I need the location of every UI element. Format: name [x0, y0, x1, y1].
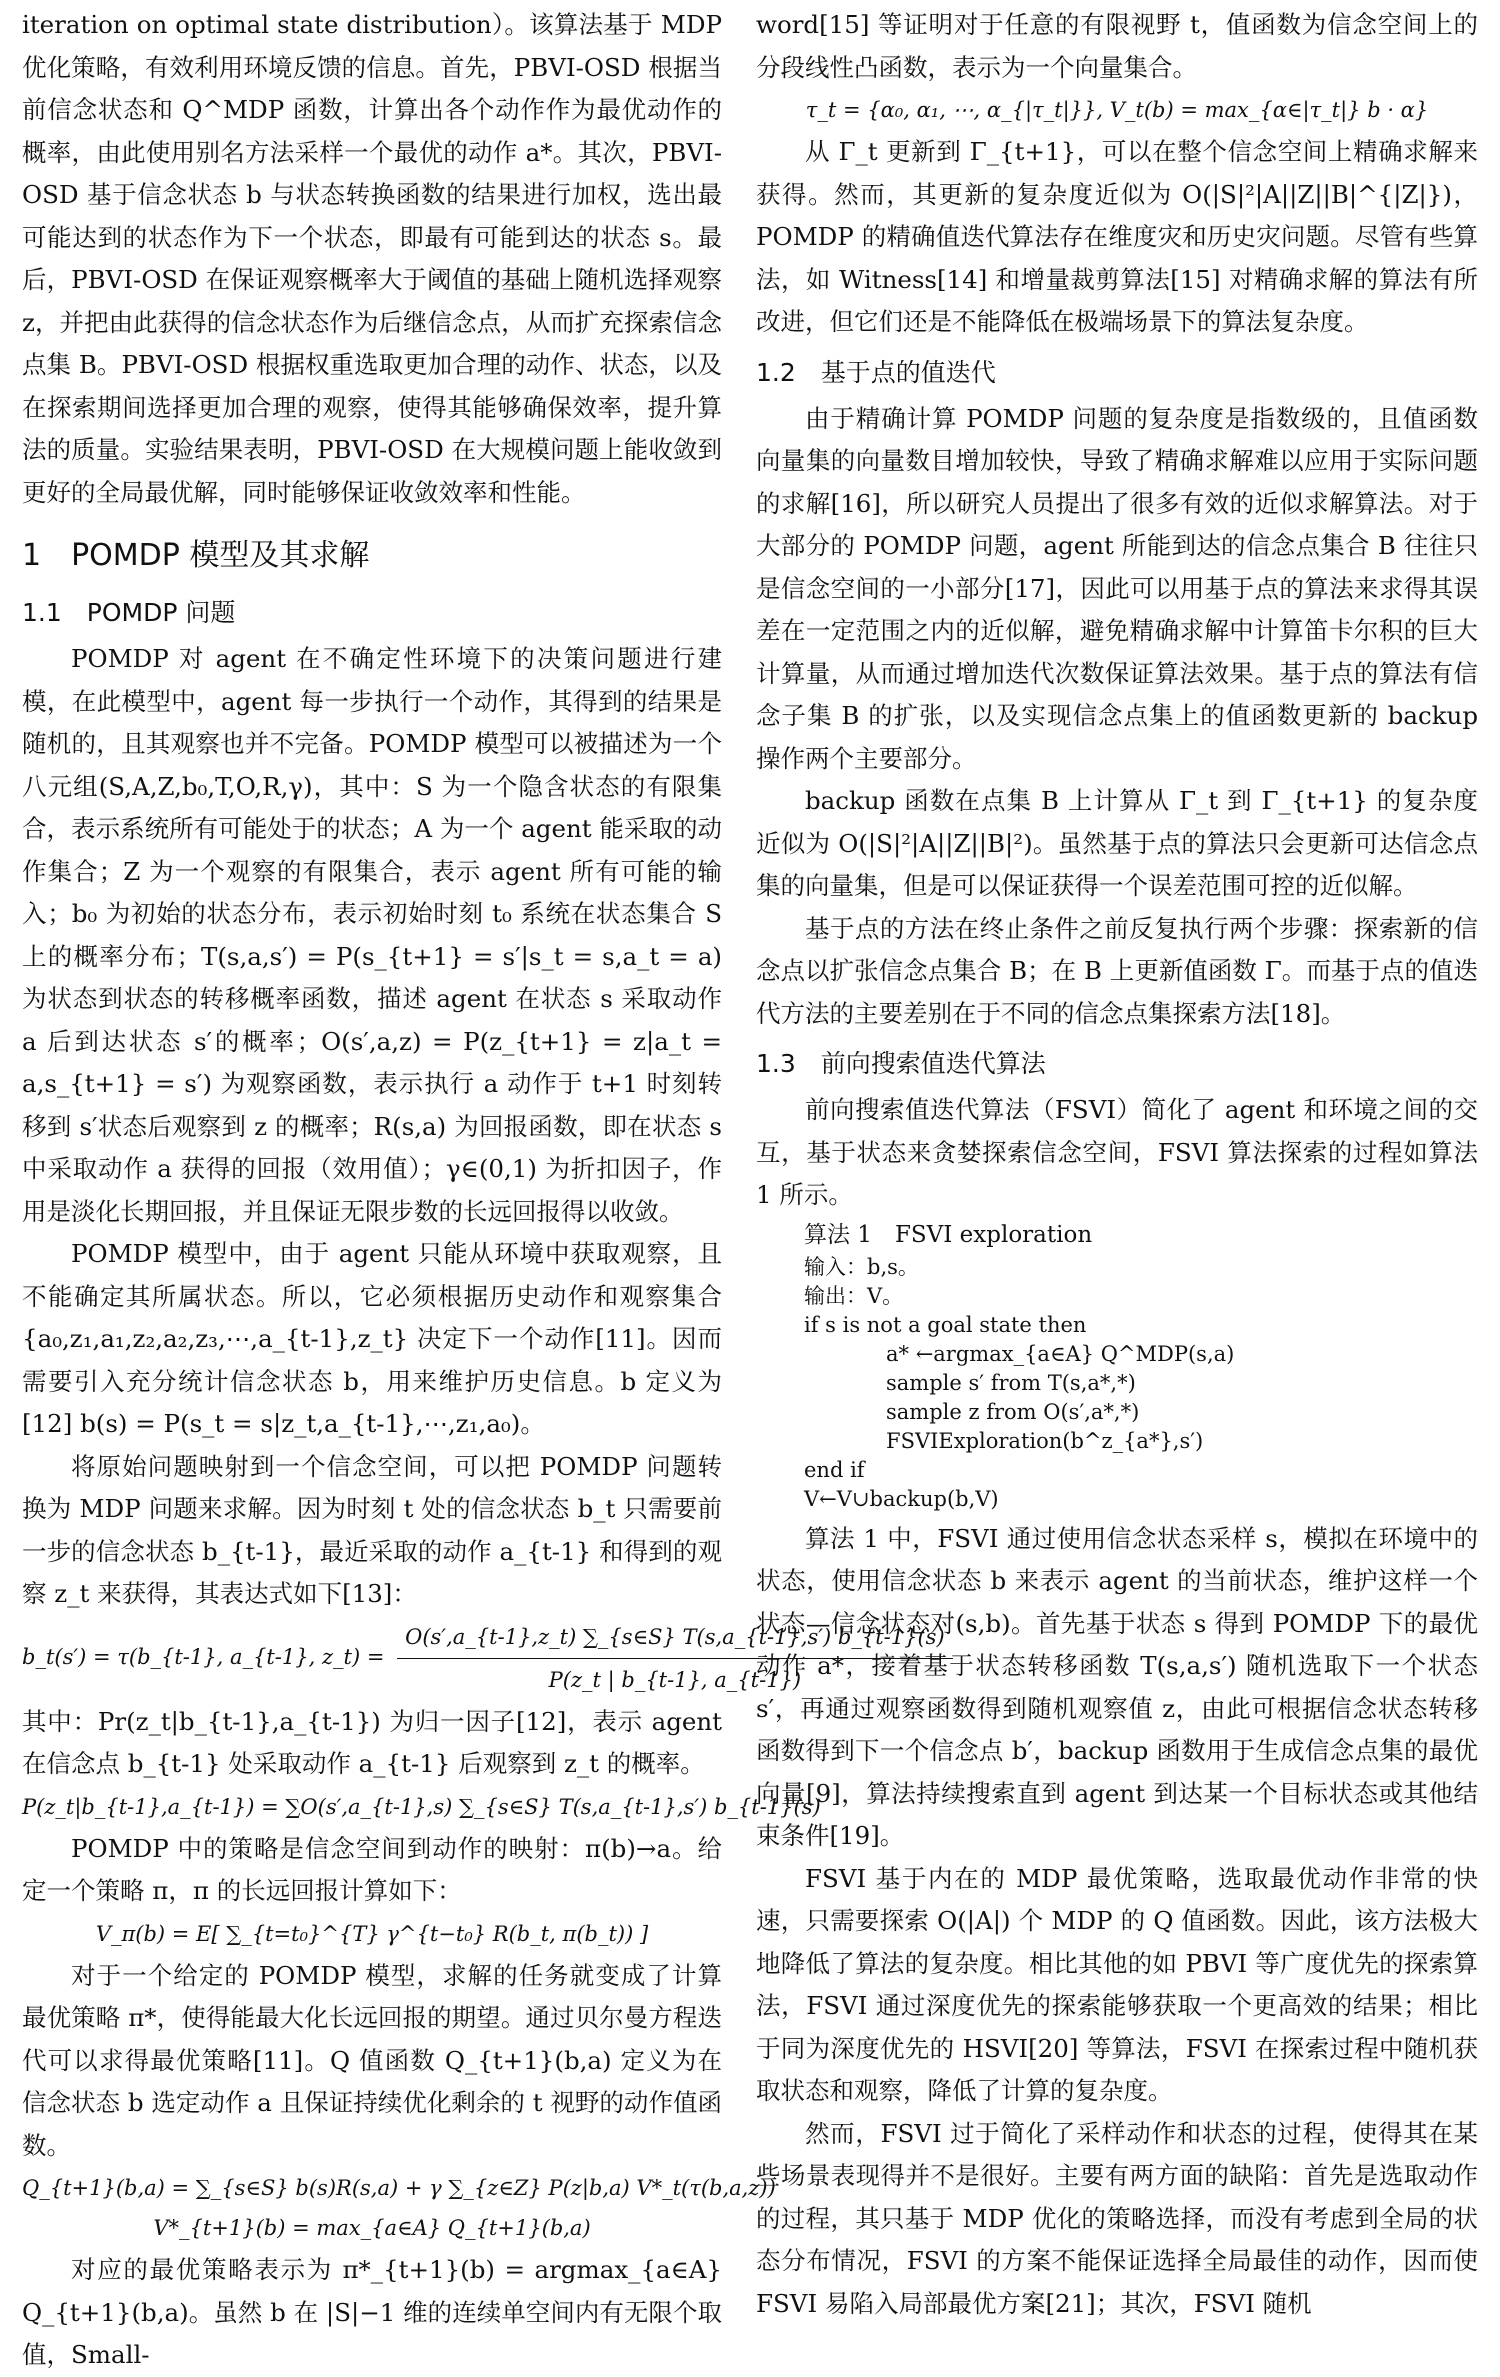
- subsection-heading-1-1: 1.1 POMDP 问题: [22, 598, 236, 627]
- algorithm-if: if s is not a goal state then: [804, 1312, 1087, 1337]
- paragraph-belief-mapping: 将原始问题映射到一个信念空间，可以把 POMDP 问题转换为 MDP 问题来求解。因为时刻 t 处的信念状态 b_t 只需要前一步的信念状态 b_{t-1}，最近采取的动作 a_{t-1} 和得到的观察 z_t 来获得，其表达式如下[13]：: [22, 1451, 722, 1608]
- subsection-heading-1-2: 1.2 基于点的值迭代: [756, 357, 996, 387]
- algorithm-last: V←V∪backup(b,V): [804, 1486, 999, 1511]
- algorithm-fsvi: [756, 1217, 1478, 1514]
- paragraph-policy: POMDP 中的策略是信念空间到动作的映射：π(b)→a。给定一个策略 π，π 的长远回报计算如下：: [22, 1833, 722, 1905]
- algorithm-input: 输入：b,s。: [804, 1254, 919, 1279]
- paragraph-fsvi-explain: 算法 1 中，FSVI 通过使用信念状态采样 s，模拟在环境中的状态，使用信念状态 b 来表示 agent 的当前状态，维护这样一个状态—信念状态对(s,b)。首先基于状态 s 得到 POMDP 下的最优动作 a*，接着基于状态转移函数 T(s,a,s′) 随机选取下一个状态 s′，再通过观察函数得到随机观察值 z，由此可根据信念状态转移函数得到下一个信念点 b′，backup 函数用于生成信念点集的最优向量[9]，算法持续搜索直到 agent 到达某一个目标状态或其他结束条件[19]。: [756, 1523, 1478, 1850]
- algorithm-output: 输出：V。: [804, 1283, 904, 1308]
- formula-belief-update: [22, 1618, 945, 1699]
- paragraph-fsvi-intro: 前向搜索值迭代算法（FSVI）简化了 agent 和环境之间的交互，基于状态来贪婪探索信念空间，FSVI 算法探索的过程如算法 1 所示。: [756, 1095, 1478, 1209]
- paragraph-backup: backup 函数在点集 B 上计算从 Γ_t 到 Γ_{t+1} 的复杂度近似为 O(|S|²|A||Z||B|²)。虽然基于点的算法只会更新可达信念点集的向量集，但是可以保证获得一个误差范围可控的近似解。: [756, 786, 1478, 900]
- formula-numerator: O(s′,a_{t-1},z_t) ∑_{s∈S} T(s,a_{t-1},s′) b_{t-1}(s): [397, 1618, 953, 1659]
- paragraph-pwlc: word[15] 等证明对于任意的有限视野 t，值函数为信念空间上的分段线性凸函数，表示为一个向量集合。: [756, 10, 1478, 82]
- formula-q-value: Q_{t+1}(b,a) = ∑_{s∈S} b(s)R(s,a) + γ ∑_{z∈Z} P(z|b,a) V*_t(τ(b,a,z)): [22, 2176, 776, 2200]
- formula-denominator: P(z_t | b_{t-1}, a_{t-1}): [548, 1667, 802, 1692]
- section-heading-1: 1 POMDP 模型及其求解: [22, 538, 370, 573]
- formula-v-star: V*_{t+1}(b) = max_{a∈A} Q_{t+1}(b,a): [153, 2216, 591, 2240]
- paragraph-normalizer: 其中：Pr(z_t|b_{t-1},a_{t-1}) 为归一因子[12]，表示 agent 在信念点 b_{t-1} 处采取动作 a_{t-1} 后观察到 z_t 的概率。: [22, 1706, 722, 1778]
- algorithm-title: 算法 1 FSVI exploration: [804, 1221, 1093, 1248]
- paragraph-argmax: 对应的最优策略表示为 π*_{t+1}(b) = argmax_{a∈A} Q_{t+1}(b,a)。虽然 b 在 |S|−1 维的连续单空间内有无限个取值，Small-: [22, 2255, 722, 2369]
- paragraph-fsvi-drawbacks: 然而，FSVI 过于简化了采样动作和状态的过程，使得其在某些场景表现得并不是很好。主要有两方面的缺陷：首先是选取动作的过程，其只基于 MDP 优化的策略选择，而没有考虑到全局的状态分布情况，FSVI 的方案不能保证选择全局最佳的动作，因而使 FSVI 易陷入局部最优方案[21]；其次，FSVI 随机: [756, 2118, 1478, 2318]
- paragraph-exact-update: 从 Γ_t 更新到 Γ_{t+1}，可以在整个信念空间上精确求解来获得。然而，其更新的复杂度近似为 O(|S|²|A||Z||B|^{|Z|})，POMDP 的精确值迭代算法存在维度灾和历史灾问题。尽管有些算法，如 Witness[14] 和增量裁剪算法[15] 对精确求解的算法有所改进，但它们还是不能降低在极端场景下的算法复杂度。: [756, 137, 1478, 336]
- formula-normalizer: P(z_t|b_{t-1},a_{t-1}) = ∑O(s′,a_{t-1},s) ∑_{s∈S} T(s,a_{t-1},s′) b_{t-1}(s): [22, 1794, 821, 1819]
- formula-belief-update-lhs: b_t(s′) = τ(b_{t-1}, a_{t-1}, z_t) =: [22, 1644, 385, 1669]
- subsection-heading-1-3: 1.3 前向搜索值迭代算法: [756, 1049, 1046, 1078]
- algorithm-step: FSVIExploration(b^z_{a*},s′): [886, 1428, 1204, 1453]
- right-column: [756, 4, 1478, 2325]
- paragraph-pomdp-def: POMDP 对 agent 在不确定性环境下的决策问题进行建模，在此模型中，agent 每一步执行一个动作，其得到的结果是随机的，且其观察也并不完备。POMDP 模型可以被描述为一个八元组(S,A,Z,b₀,T,O,R,γ)，其中：S 为一个隐含状态的有限集合，表示系统所有可能处于的状态；A 为一个 agent 能采取的动作集合；Z 为一个观察的有限集合，表示 agent 所有可能的输入；b₀ 为初始的状态分布，表示初始时刻 t₀ 系统在状态集合 S 上的概率分布；T(s,a,s′) = P(s_{t+1} = s′|s_t = s,a_t = a) 为状态到状态的转移概率函数，描述 agent 在状态 s 采取动作 a 后到达状态 s′的概率；O(s′,a,z) = P(z_{t+1} = z|a_t = a,s_{t+1} = s′) 为观察函数，表示执行 a 动作于 t+1 时刻转移到 s′状态后观察到 z 的概率；R(s,a) 为回报函数，即在状态 s 中采取动作 a 获得的回报（效用值）；γ∈(0,1) 为折扣因子，作用是淡化长期回报，并且保证无限步数的长远回报得以收敛。: [22, 644, 722, 1226]
- paragraph-two-steps: 基于点的方法在终止条件之前反复执行两个步骤：探索新的信念点以扩张信念点集合 B；在 B 上更新值函数 Γ。而基于点的值迭代方法的主要差别在于不同的信念点集探索方法[18]。: [756, 913, 1478, 1028]
- paragraph-point-based: 由于精确计算 POMDP 问题的复杂度是指数级的，且值函数向量集的向量数目增加较快，导致了精确求解难以应用于实际问题的求解[16]，所以研究人员提出了很多有效的近似求解算法。对于大部分的 POMDP 问题，agent 所能到达的信念点集合 B 往往只是信念空间的一小部分[17]，因此可以用基于点的算法来求得其误差在一定范围之内的近似解，避免精确求解中计算笛卡尔积的巨大计算量，从而通过增加迭代次数保证算法效果。基于点的算法有信念子集 B 的扩张，以及实现信念点集上的值函数更新的 backup 操作两个主要部分。: [756, 403, 1478, 773]
- algorithm-step: sample s′ from T(s,a*,*): [886, 1370, 1136, 1395]
- paragraph-fsvi-advantage: FSVI 基于内在的 MDP 最优策略，选取最优动作非常的快速，只需要探索 O(|A|) 个 MDP 的 Q 值函数。因此，该方法极大地降低了算法的复杂度。相比其他的如 PBVI 等广度优先的探索算法，FSVI 通过深度优先的探索能够获取一个更高效的结果；相比于同为深度优先的 HSVI[20] 等算法，FSVI 在探索过程中随机获取状态和观察，降低了计算的复杂度。: [756, 1863, 1478, 2105]
- formula-vector-set: τ_t = {α₀, α₁, ⋯, α_{|τ_t|}}, V_t(b) = max_{α∈|τ_t|} b · α}: [805, 98, 1429, 122]
- paragraph-optimal-policy: 对于一个给定的 POMDP 模型，求解的任务就变成了计算最优策略 π*，使得能最大化长远回报的期望。通过贝尔曼方程迭代可以求得最优策略[11]。Q 值函数 Q_{t+1}(b,a) 定义为在信念状态 b 选定动作 a 且保证持续优化剩余的 t 视野的动作值函数。: [22, 1960, 722, 2160]
- algorithm-endif: end if: [804, 1457, 865, 1482]
- algorithm-step: a* ←argmax_{a∈A} Q^MDP(s,a): [886, 1341, 1235, 1366]
- paragraph-intro-cont: iteration on optimal state distribution）。该算法基于 MDP 优化策略，有效利用环境反馈的信息。首先，PBVI-OSD 根据当前信念状态和 Q^MDP 函数，计算出各个动作作为最优动作的概率，由此使用别名方法采样一个最优的动作 a*。其次，PBVI-OSD 基于信念状态 b 与状态转换函数的结果进行加权，选出最可能达到的状态作为下一个状态，即最有可能到达的状态 s。最后，PBVI-OSD 在保证观察概率大于阈值的基础上随机选择观察 z，并把由此获得的信念状态作为后继信念点，从而扩充探索信念点集 B。PBVI-OSD 根据权重选取更加合理的动作、状态，以及在探索期间选择更加合理的观察，使得其能够确保效率，提升算法的质量。实验结果表明，PBVI-OSD 在大规模问题上能收敛到更好的全局最优解，同时能够保证收敛效率和性能。: [22, 10, 722, 507]
- formula-value-function: V_π(b) = E[ ∑_{t=t₀}^{T} γ^{t−t₀} R(b_t, π(b_t)) ]: [95, 1921, 649, 1946]
- algorithm-step: sample z from O(s′,a*,*): [886, 1399, 1140, 1424]
- paragraph-belief-state: POMDP 模型中，由于 agent 只能从环境中获取观察，且不能确定其所属状态。所以，它必须根据历史动作和观察集合 {a₀,z₁,a₁,z₂,a₂,z₃,⋯,a_{t-1},z_t} 决定下一个动作[11]。因而需要引入充分统计信念状态 b，用来维护历史信息。b 定义为[12] b(s) = P(s_t = s|z_t,a_{t-1},⋯,z₁,a₀)。: [22, 1239, 722, 1438]
